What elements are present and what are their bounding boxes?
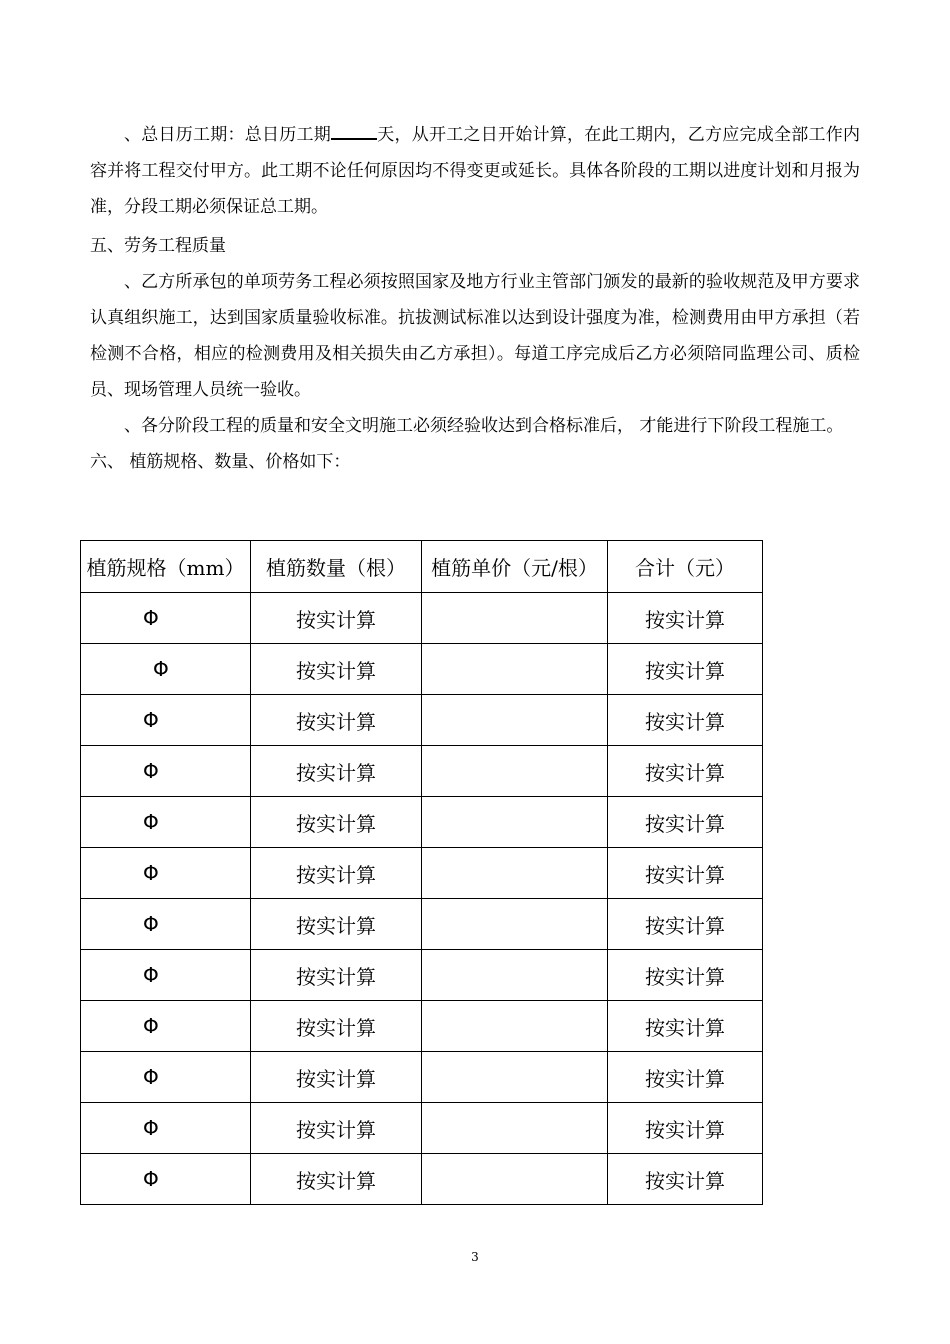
cell-total: 按实计算 — [608, 1154, 763, 1205]
cell-quantity: 按实计算 — [251, 1103, 422, 1154]
section-5-item-2: 、各分阶段工程的质量和安全文明施工必须经验收达到合格标准后， 才能进行下阶段工程施工。 — [124, 416, 844, 436]
cell-unit-price — [422, 1001, 608, 1052]
cell-total: 按实计算 — [608, 644, 763, 695]
cell-unit-price — [422, 797, 608, 848]
total-period-prefix: 、总日历工期：总日历工期 — [124, 125, 331, 145]
table-row — [81, 644, 763, 695]
cell-spec: Φ — [81, 797, 251, 848]
cell-total: 按实计算 — [608, 950, 763, 1001]
cell-total: 按实计算 — [608, 899, 763, 950]
cell-quantity: 按实计算 — [251, 593, 422, 644]
header-unit-price: 植筋单价（元/根） — [422, 541, 608, 593]
section-5-item-1: 、乙方所承包的单项劳务工程必须按照国家及地方行业主管部门颁发的最新的验收规范及甲方要求认真组织施工，达到国家质量验收标准。抗拔测试标准以达到设计强度为准，检测费用由甲方承担（若检测不合格，相应的检测费用及相关损失由乙方承担）。每道工序完成后乙方必须陪同监理公司、质检员、现场管理人员统一验收。 — [90, 272, 860, 400]
section-4-item-total-period — [90, 117, 860, 225]
cell-spec: Φ — [81, 1103, 251, 1154]
header-spec: 植筋规格（mm） — [81, 541, 251, 593]
cell-unit-price — [422, 848, 608, 899]
cell-spec: Φ — [81, 593, 251, 644]
cell-quantity: 按实计算 — [251, 1052, 422, 1103]
cell-unit-price — [422, 1103, 608, 1154]
cell-quantity: 按实计算 — [251, 644, 422, 695]
header-quantity: 植筋数量（根） — [251, 541, 422, 593]
paragraph-total-period — [90, 117, 860, 225]
cell-unit-price — [422, 899, 608, 950]
cell-quantity: 按实计算 — [251, 899, 422, 950]
cell-unit-price — [422, 695, 608, 746]
cell-spec: Φ — [81, 899, 251, 950]
cell-spec: Φ — [81, 848, 251, 899]
table-row — [81, 848, 763, 899]
table-row — [81, 899, 763, 950]
cell-spec: Φ — [81, 1154, 251, 1205]
cell-spec: Φ — [81, 1001, 251, 1052]
cell-quantity: 按实计算 — [251, 746, 422, 797]
cell-unit-price — [422, 1052, 608, 1103]
cell-total: 按实计算 — [608, 593, 763, 644]
table-row — [81, 950, 763, 1001]
section-5-heading: 五、劳务工程质量 — [90, 236, 226, 256]
cell-total: 按实计算 — [608, 746, 763, 797]
cell-quantity: 按实计算 — [251, 797, 422, 848]
cell-quantity: 按实计算 — [251, 950, 422, 1001]
cell-spec: Φ — [81, 746, 251, 797]
cell-total: 按实计算 — [608, 695, 763, 746]
table-row — [81, 746, 763, 797]
cell-total: 按实计算 — [608, 1052, 763, 1103]
cell-spec: Φ — [81, 644, 251, 695]
cell-quantity: 按实计算 — [251, 848, 422, 899]
table-row — [81, 797, 763, 848]
section-6-heading: 六、 植筋规格、数量、价格如下： — [90, 452, 351, 472]
page-number: 3 — [471, 1250, 479, 1264]
table-row — [81, 593, 763, 644]
table-row — [81, 1103, 763, 1154]
section-5 — [90, 228, 860, 480]
cell-total: 按实计算 — [608, 797, 763, 848]
table-row — [81, 1052, 763, 1103]
cell-unit-price — [422, 1154, 608, 1205]
cell-total: 按实计算 — [608, 848, 763, 899]
cell-quantity: 按实计算 — [251, 1154, 422, 1205]
total-period-suffix: 天，从开工之日开始计算，在此工期内，乙方应完成全部工作内容并将工程交付甲方。此工期不论任何原因均不得变更或延长。具体各阶段的工期以进度计划和月报为准，分段工期必须保证总工期。 — [90, 125, 860, 217]
cell-unit-price — [422, 593, 608, 644]
rebar-price-table — [80, 540, 763, 1205]
cell-quantity: 按实计算 — [251, 1001, 422, 1052]
cell-total: 按实计算 — [608, 1001, 763, 1052]
table-row — [81, 1154, 763, 1205]
header-total: 合计（元） — [608, 541, 763, 593]
cell-spec: Φ — [81, 695, 251, 746]
cell-unit-price — [422, 746, 608, 797]
table-row — [81, 695, 763, 746]
cell-total: 按实计算 — [608, 1103, 763, 1154]
table-header-row — [81, 541, 763, 593]
cell-quantity: 按实计算 — [251, 695, 422, 746]
table-row — [81, 1001, 763, 1052]
total-days-blank — [331, 120, 377, 140]
cell-spec: Φ — [81, 950, 251, 1001]
cell-unit-price — [422, 950, 608, 1001]
cell-spec: Φ — [81, 1052, 251, 1103]
cell-unit-price — [422, 644, 608, 695]
